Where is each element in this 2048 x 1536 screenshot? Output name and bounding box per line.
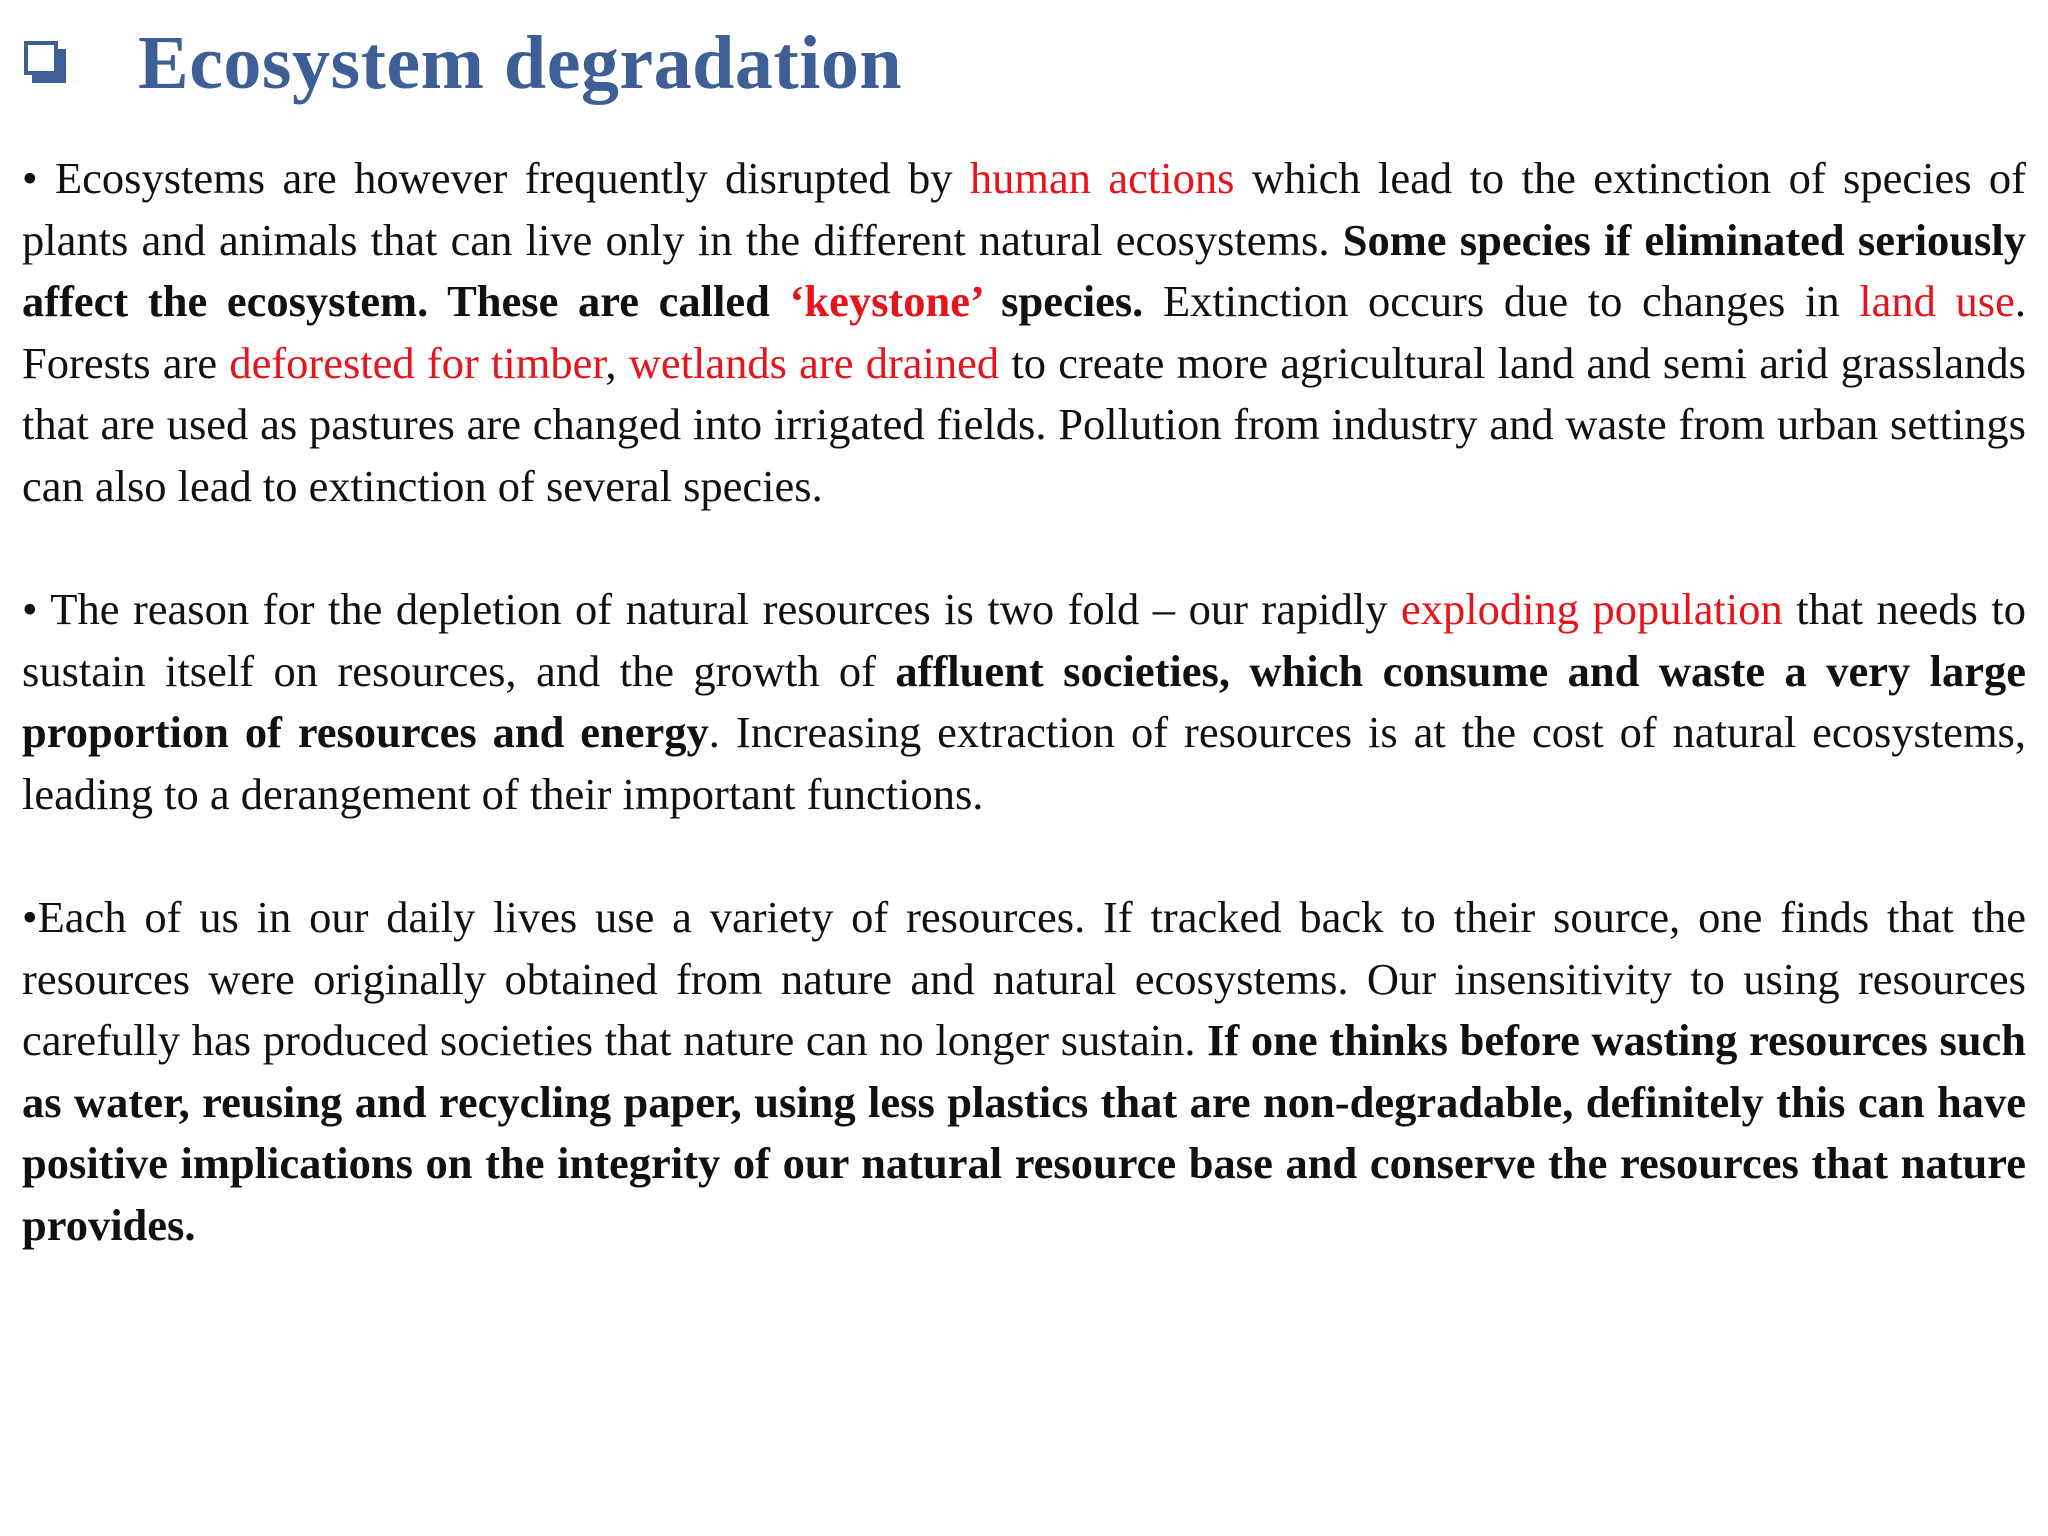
p1-highlight-deforested: deforested for timber [229, 337, 606, 388]
p3-bold-conservation: If one thinks before wasting resources such as water, reusing and recycling paper, using less plastics that are non-degradable, definitely this can have positive implications on the integrity of our natural resource base and conserve the resources that nature provides. [22, 1015, 2027, 1250]
p2-text-2: that needs to sustain itself on resources, and the growth of [22, 584, 2026, 696]
p2-bold-affluent-societies: affluent societies, which consume and waste a very large proportion of resources and energy [22, 645, 2026, 757]
p1-highlight-keystone: ‘keystone’ [789, 276, 982, 326]
p1-highlight-wetlands: wetlands are drained [628, 337, 1000, 388]
p1-text-6: to create more agricultural land and semi arid grasslands that are used as pastures are changed into irrigated fields. Pollution from industry and waste from urban settings can also lead to extinction of several species. [22, 337, 2026, 511]
square-bullet-box [24, 41, 58, 75]
paragraph-daily-resources [22, 887, 2026, 1256]
p3-text-1: •Each of us in our daily lives use a variety of resources. If tracked back to their source, one finds that the resources were originally obtained from nature and natural ecosystems. Our insensitivity to using resources carefully has produced societies that nature can no longer sustain. [22, 892, 2026, 1065]
p1-highlight-human-actions: human actions [969, 153, 1235, 203]
p1-text-1: • Ecosystems are however frequently disrupted by [22, 153, 970, 203]
p1-text-3: Extinction occurs due to changes in [1143, 276, 1860, 326]
p1-text-5: , [605, 337, 629, 388]
p1-text-4: . Forests are [22, 276, 2027, 388]
p2-highlight-exploding-population: exploding population [1400, 584, 1783, 634]
p1-text-2: which lead to the extinction of species of plants and animals that can live only in the different natural ecosystems. [22, 153, 2026, 265]
p2-text-3: . Increasing extraction of resources is at the cost of natural ecosystems, leading to a derangement of their important functions. [22, 707, 2026, 819]
page-title: Ecosystem degradation [138, 21, 903, 105]
paragraph-resource-depletion [22, 579, 2026, 825]
title-row [24, 18, 902, 108]
p1-bold-species: species. [981, 276, 1144, 326]
p1-bold-keystone-sentence: Some species if eliminated seriously affect the ecosystem. These are called [22, 214, 2026, 326]
p2-text-1: • The reason for the depletion of natural resources is two fold – our rapidly [22, 584, 1401, 634]
slide-body [22, 148, 2026, 1256]
p1-highlight-land-use: land use [1859, 276, 2015, 326]
square-bullet-icon [24, 41, 68, 85]
paragraph-ecosystem-disruption [22, 148, 2026, 517]
